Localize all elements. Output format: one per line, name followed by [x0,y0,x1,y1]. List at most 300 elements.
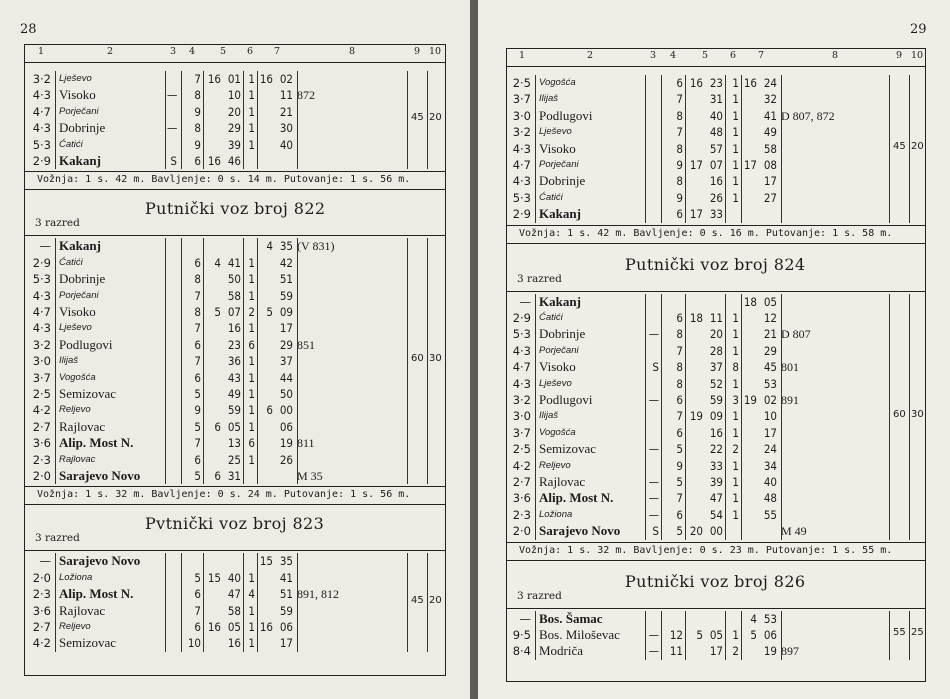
timetable-row [25,153,445,169]
column-rule [427,71,428,169]
column-header: 10 [911,50,924,61]
distance-km: 3·2 [512,393,531,407]
station-name: Podlugovi [539,392,593,407]
column-header: 9 [413,46,421,57]
distance-km: 5·3 [32,137,51,152]
stop-minutes: 3 [732,393,739,407]
departure-hour: 18 [743,294,757,309]
column-rule [55,553,56,651]
station-name: Lješevo [59,322,92,334]
timetable-row [507,91,925,107]
distance-km: 4·3 [32,88,51,103]
column-rule [645,611,646,660]
travel-summary: Vožnja: 1 s. 32 m. Bavljenje: 0 s. 24 m. Putovanje: 1 s. 56 m. [37,489,411,501]
distance-km: 4·7 [512,158,531,172]
station-name: Visoko [539,359,576,375]
column-rule [781,75,782,223]
left-page [0,0,470,699]
station-name: Kakanj [539,293,581,309]
connection-note: 891 [781,393,799,407]
stop-minutes: 1 [732,141,739,156]
timetable-row [25,137,445,153]
timetable-row [507,359,925,375]
timetable-row [25,370,445,386]
timetable-row [25,570,445,586]
station-name: Vogošća [59,371,96,383]
column-rule [243,553,244,651]
arrival-minute: 39 [709,475,723,489]
distance-km: 3·6 [512,491,531,506]
arrival-hour: 16 [207,72,221,86]
departure-hour: 6 [266,403,273,418]
distance-km: — [39,239,51,254]
departure-minute: 02 [763,393,777,407]
departure-minute: 50 [279,387,293,401]
distance-km: 2·3 [32,587,51,602]
stop-minutes: 2 [248,305,255,319]
stop-minutes: 1 [248,603,255,618]
timetable-row [25,468,445,484]
station-name: Semizovac [539,441,597,457]
station-name: Dobrinje [59,120,106,136]
connection-note: 891, 812 [297,587,339,602]
column-header: 9 [895,50,903,61]
departure-minute: 48 [763,491,777,506]
departure-hour: 16 [259,620,273,634]
station-name: Semizovac [59,635,117,651]
run-minutes: 6 [194,587,201,602]
run-minutes: 7 [676,92,683,107]
arrival-hour: 16 [207,620,221,634]
run-minutes: 5 [194,469,201,483]
train-flag: — [648,507,659,522]
class-label: 3 razred [517,272,562,285]
run-minutes: 7 [194,72,201,86]
station-name: Modriča [539,643,584,659]
arrival-hour: 17 [689,207,703,222]
column-rule [535,75,536,223]
arrival-minute: 22 [709,442,723,457]
arrival-minute: 59 [709,393,723,407]
departure-minute: 24 [763,442,777,457]
timetable-row [25,419,445,435]
column-rule [181,71,182,169]
stop-minutes: 1 [732,327,739,342]
column-header: 10 [429,46,442,57]
departure-minute: 06 [279,419,293,434]
station-name: Ćatići [539,312,563,323]
departure-minute: 53 [763,376,777,391]
timetable-row [507,507,925,523]
column-rule [407,71,408,169]
column-rule [725,75,726,223]
arrival-hour: 6 [214,469,221,483]
load-value: 25 [911,627,924,639]
distance-km: 3·0 [512,409,531,424]
distance-km: 2·0 [512,524,531,539]
departure-hour: 15 [259,554,273,569]
train-flag: — [167,121,178,136]
stop-minutes: 6 [248,436,255,451]
arrival-minute: 50 [227,272,241,287]
timetable-row [25,402,445,418]
distance-km: 2·7 [512,475,531,489]
train-title: Putnički voz broj 826 [625,571,806,591]
departure-hour: 4 [750,611,757,626]
timetable-row [25,619,445,635]
departure-minute: 17 [279,321,293,336]
station-name: Visoko [539,140,576,156]
column-rule [741,611,742,660]
timetable-row [507,458,925,474]
distance-km: 2·5 [32,387,51,401]
departure-hour: 5 [750,628,757,642]
run-minutes: 8 [676,360,683,375]
station-name: Sarajevo Novo [539,523,621,539]
station-name: Rajlovac [59,418,106,434]
run-minutes: 8 [676,327,683,342]
arrival-minute: 00 [709,524,723,539]
departure-minute: 17 [763,425,777,440]
station-name: Dobrinje [539,173,586,189]
stop-minutes: 1 [248,272,255,287]
column-header: 8 [831,50,839,61]
connection-note: 801 [781,360,799,375]
arrival-minute: 58 [227,603,241,618]
connection-note: D 807, 872 [781,108,835,123]
load-value: 20 [429,112,442,124]
distance-km: 3·7 [512,425,531,440]
departure-hour: 16 [259,72,273,86]
timetable-row [507,408,925,424]
stop-minutes: 1 [248,570,255,585]
column-rule [645,294,646,540]
arrival-minute: 47 [709,491,723,506]
stop-minutes: 1 [732,190,739,205]
train-flag: S [170,154,177,168]
run-minutes: 7 [194,288,201,303]
station-name: Semizovac [59,386,117,401]
section-divider [25,189,445,190]
station-name: Ćatići [539,191,563,203]
station-name: Sarajevo Novo [59,553,141,569]
column-rule [297,238,298,484]
column-rule [55,238,56,484]
column-rule [427,553,428,651]
column-rule [181,553,182,651]
connection-note: 897 [781,644,799,659]
class-label: 3 razred [517,589,562,602]
distance-km: 2·0 [32,469,51,483]
arrival-minute: 05 [227,620,241,634]
run-minutes: 6 [676,207,683,222]
station-name: Ćatići [59,256,83,268]
stop-minutes: 1 [248,387,255,401]
distance-km: 4·3 [32,121,51,136]
departure-minute: 41 [763,108,777,123]
timetable-row [507,376,925,392]
station-name: Kakanj [539,206,581,222]
distance-km: 4·7 [32,305,51,319]
train-flag: — [648,628,659,642]
departure-minute: 41 [279,570,293,585]
timetable-row [25,586,445,602]
arrival-minute: 39 [227,137,241,152]
column-rule [909,611,910,660]
departure-minute: 11 [279,88,293,103]
station-name: Ilijaš [59,355,79,367]
stop-minutes: 1 [248,419,255,434]
departure-hour: 4 [266,239,273,254]
run-minutes: 11 [669,644,683,659]
timetable-row [507,627,925,643]
departure-hour: 19 [743,393,757,407]
departure-minute: 40 [763,475,777,489]
stop-minutes: 1 [732,76,739,90]
run-minutes: 12 [669,628,683,642]
timetable-row [507,108,925,124]
page-number: 28 [20,22,37,37]
timetable-row [507,294,925,310]
departure-minute: 37 [279,354,293,369]
distance-km: 4·3 [512,141,531,156]
station-name: Sarajevo Novo [59,468,141,483]
distance-km: 3·7 [512,92,531,107]
distance-km: 2·3 [512,507,531,522]
stop-minutes: 1 [732,311,739,325]
departure-minute: 42 [279,255,293,270]
section-divider [25,235,445,236]
stop-minutes: 1 [732,343,739,358]
column-header: 2 [586,50,594,61]
departure-minute: 08 [763,158,777,172]
arrival-minute: 01 [227,72,241,86]
column-rule [685,294,686,540]
departure-minute: 32 [763,92,777,107]
timetable-row [507,124,925,140]
timetable-row [25,353,445,369]
run-minutes: 6 [194,154,201,168]
run-minutes: 5 [676,442,683,457]
arrival-minute: 52 [709,376,723,391]
column-rule [909,294,910,540]
station-name: Vogošća [539,426,576,438]
column-rule [741,294,742,540]
column-rule [725,611,726,660]
run-minutes: 9 [676,458,683,473]
arrival-minute: 46 [227,154,241,168]
arrival-minute: 31 [227,469,241,483]
column-rule [407,553,408,651]
stop-minutes: 2 [732,644,739,659]
station-name: Kakanj [59,238,101,254]
arrival-minute: 16 [709,174,723,189]
arrival-minute: 54 [709,507,723,522]
timetable-row [507,310,925,326]
column-header: 7 [273,46,281,57]
class-label: 3 razred [35,532,80,545]
distance-km: 4·2 [32,403,51,418]
distance-km: 4·2 [512,458,531,473]
stop-minutes: 1 [248,452,255,467]
arrival-hour: 17 [689,158,703,172]
run-minutes: 5 [676,475,683,489]
distance-km: 3·2 [512,125,531,140]
arrival-minute: 23 [709,76,723,90]
run-minutes: 7 [194,321,201,336]
speed-value: 45 [411,112,424,124]
section-divider [507,560,925,561]
load-value: 30 [429,353,442,365]
load-value: 30 [911,408,924,420]
stop-minutes: 8 [732,360,739,375]
speed-value: 45 [411,594,424,606]
stop-minutes: 1 [248,620,255,634]
run-minutes: 6 [194,370,201,385]
timetable-row [25,104,445,120]
stop-minutes: 1 [248,104,255,119]
run-minutes: 7 [676,343,683,358]
run-minutes: 9 [676,190,683,205]
distance-km: 4·3 [32,288,51,303]
arrival-hour: 5 [214,305,221,319]
stop-minutes: 1 [732,628,739,642]
departure-minute: 27 [763,190,777,205]
timetable-row [25,120,445,136]
station-name: Bos. Miloševac [539,627,620,642]
connection-note: 851 [297,337,315,352]
column-rule [427,238,428,484]
arrival-minute: 07 [709,158,723,172]
column-rule [661,611,662,660]
column-rule [889,611,890,660]
run-minutes: 6 [676,425,683,440]
departure-minute: 51 [279,587,293,602]
stop-minutes: 1 [732,158,739,172]
connection-note: M 49 [781,524,807,539]
stop-minutes: 1 [732,174,739,189]
column-header: 8 [348,46,356,57]
column-rule [297,553,298,651]
timetable-row [25,304,445,320]
station-name: Reljevo [59,404,91,416]
speed-value: 45 [893,140,906,152]
station-name: Rajlovac [59,453,96,465]
right-page [478,0,950,699]
train-title: Putnički voz broj 822 [145,199,326,219]
run-minutes: 8 [676,376,683,391]
departure-minute: 10 [763,409,777,424]
departure-minute: 35 [279,554,293,569]
run-minutes: 6 [194,337,201,352]
departure-minute: 19 [763,644,777,659]
timetable-row [507,173,925,189]
run-minutes: 5 [194,419,201,434]
arrival-minute: 07 [227,305,241,319]
departure-minute: 21 [279,104,293,119]
arrival-minute: 59 [227,403,241,418]
train-flag: — [648,327,659,342]
run-minutes: 6 [676,393,683,407]
column-header: 3 [169,46,177,57]
arrival-minute: 20 [709,327,723,342]
timetable-row [507,441,925,457]
arrival-hour: 4 [214,255,221,270]
run-minutes: 10 [187,636,201,651]
column-rule [407,238,408,484]
timetable-row [507,206,925,222]
timetable-row [25,288,445,304]
timetable-row [25,71,445,87]
train-flag: — [648,393,659,407]
station-name: Lješevo [539,377,572,389]
station-name: Ložiona [59,571,93,583]
station-name: Porječani [539,159,579,170]
timetable-row [507,75,925,91]
station-name: Podlugovi [539,107,593,123]
departure-minute: 49 [763,125,777,140]
arrival-minute: 23 [227,337,241,352]
column-rule [645,75,646,223]
timetable-row [507,523,925,539]
timetable-row [507,643,925,659]
column-header: 6 [729,50,737,61]
station-name: Reljevo [539,459,571,471]
distance-km: 3·6 [32,603,51,618]
run-minutes: 8 [194,88,201,103]
departure-minute: 29 [279,337,293,352]
page-number: 29 [910,22,927,37]
run-minutes: 5 [194,570,201,585]
departure-minute: 34 [763,458,777,473]
station-name: Visoko [59,87,96,103]
arrival-minute: 13 [227,436,241,451]
run-minutes: 6 [194,620,201,634]
column-rule [257,238,258,484]
timetable-row [25,452,445,468]
run-minutes: 8 [194,272,201,287]
connection-note: 872 [297,88,315,103]
distance-km: 5·3 [32,272,51,287]
run-minutes: 6 [194,452,201,467]
station-name: Vogošća [539,77,576,88]
connection-note: D 807 [781,327,811,342]
timetable-row [507,490,925,506]
train-flag: — [648,644,659,659]
column-rule [535,294,536,540]
column-rule [889,294,890,540]
train-flag: — [648,475,659,489]
arrival-minute: 41 [227,255,241,270]
train-flag: — [648,442,659,457]
run-minutes: 9 [194,137,201,152]
arrival-hour: 5 [696,628,703,642]
column-rule [243,71,244,169]
column-rule [165,553,166,651]
timetable-frame [506,48,926,682]
distance-km: 3·0 [32,354,51,369]
column-rule [661,75,662,223]
stop-minutes: 4 [248,587,255,602]
distance-km: 2·0 [32,570,51,585]
timetable-row [25,603,445,619]
run-minutes: 6 [676,311,683,325]
timetable-row [507,611,925,627]
distance-km: 2·7 [32,419,51,434]
arrival-minute: 43 [227,370,241,385]
departure-minute: 59 [279,288,293,303]
distance-km: 9·5 [512,628,531,642]
